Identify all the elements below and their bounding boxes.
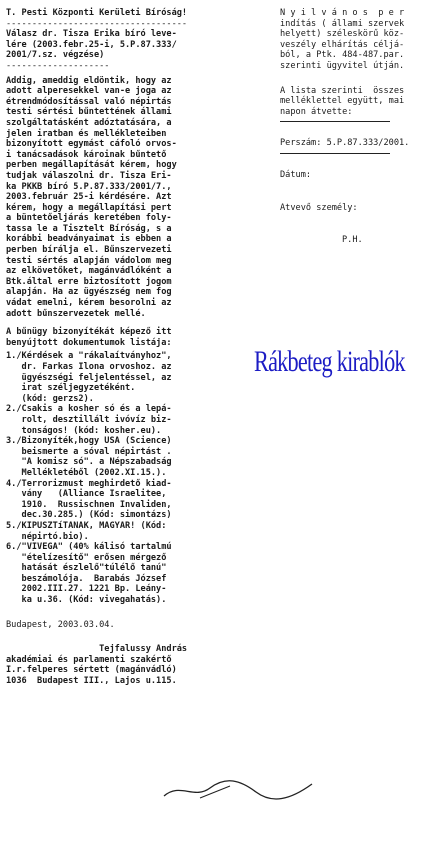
separator-line: -------------------- xyxy=(6,60,110,71)
list-item: 3./Bizonyíték,hogy USA (Science) beismerte a sóval népirtást . "A komisz só". a Népszabadság Mellékletéből (2002.XI.15.). xyxy=(6,436,172,478)
list-item: 1./Kérdések a "rákalaítványhoz", dr. Farkas Ilona orvoshoz. az ügyészségi feljelentéssel, az irat széljegyzetéként. (kód: gerzs2). xyxy=(6,351,172,404)
reply-line: lére (2003.febr.25-i, 5.P.87.333/ xyxy=(6,39,177,50)
reply-line: 2001/7.sz. végzése) xyxy=(6,50,105,61)
list-item: 5./KIPUSZTíTANAK, MAGYAR! (Kód: népirtó.bio). xyxy=(6,520,167,542)
date-label: Dátum: xyxy=(280,169,312,180)
court-addressee: T. Pesti Központi Kerületi Bíróság! xyxy=(6,8,188,18)
handwritten-signature xyxy=(160,778,320,804)
document-list xyxy=(6,351,270,605)
evidence-heading: A bűnügy bizonyítékát képező itt benyújtott dokumentumok listája: xyxy=(6,327,172,348)
case-number: Perszám: 5.P.87.333/2001. xyxy=(280,138,410,149)
body-paragraph: Addig, ameddig eldöntik, hogy az adott alperesekkel van-e joga az étrendmódosítással való népirtás testi sértési bűntettének állami szolgáltatásként adóztatására, a jelen iratban és mellékleteiben bizonyított egymást cáfoló orvos- i tanácsadások károinak bűntető perben megállapítását kérem, hogy tudjak válaszolni dr. Tisza Eri- ka PKKB bíró 5.P.87.333/2001/7., 2003.február 25-i kérdésére. Azt kérem, hogy a megállapítási pert a büntetőeljárás keretében foly- tassa le a Tisztelt Bíróság, s a korábbi beadványaimat is ebben a perben bírálja el. Bűnszervezeti testi sértés alapján vádolom meg az elkövetőket, magánvádlóként a Btk.által erre biztosított jogom alapján. Ha az ügyészség nem fog vádat emelni, kérem besorolni az adott bűnszervezetek mellé. xyxy=(6,75,177,319)
reply-line: Válasz dr. Tisza Erika bíró leve- xyxy=(6,29,177,40)
stamp-title: Rákbeteg kirablók xyxy=(254,345,405,378)
ph-mark: P.H. xyxy=(342,235,363,246)
list-item: 4./Terrorizmust meghirdető kiad- vány (Alliance Israelitee, 1910. Russischnen Invaliden, dec.30.285.) (Kód: simontázs) xyxy=(6,478,172,521)
receiver-label: Atvevő személy: xyxy=(280,202,358,213)
signature-block: Tejfalussy András akadémiai és parlamenti szakértő I.r.felperes sértett (magánvádló) 1036 Budapest III., Lajos u.115. xyxy=(6,644,188,687)
list-item: 2./Csakis a kosher só és a lepá- rolt, desztillált ivóvíz biz- tonságos! (kód: kosher.eu). xyxy=(6,404,172,436)
left-column xyxy=(6,8,270,687)
list-item: 6./"VIVEGA" (40% kálisó tartalmú "ételízesítő" erősen mérgező hatását észlelő"túlélő tanú" beszámolója. Barabás József 2002.III.27. 1221 Bp. Leány- ka u.36. (Kód: vivegahatás). xyxy=(6,542,172,606)
separator-line: ----------------------------------- xyxy=(6,18,188,29)
receipt-note: A lista szerinti összes melléklettel együtt, mai napon átvette: xyxy=(280,85,405,117)
public-proceeding-note: N y i l v á n o s p e r indítás ( állami szervek helyett) széleskörű köz- veszély elhárítás céljá- ból, a Ptk. 484-487.par. szerinti ügyvitel útján. xyxy=(280,8,405,71)
place-date: Budapest, 2003.03.04. xyxy=(6,619,115,630)
right-column xyxy=(280,8,440,246)
